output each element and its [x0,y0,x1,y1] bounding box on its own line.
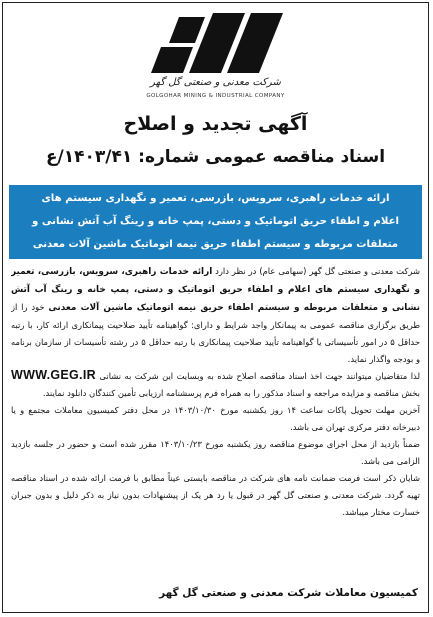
company-name-fa: شرکت معدنی و صنعتی گل گهر [150,77,281,88]
tender-subject-banner [9,185,422,259]
tender-number-title: اسناد مناقصه عمومی شماره: ۱۴۰۳/۴۱/ع [45,147,386,167]
notice-frame [2,2,429,613]
body-download-rest: بخش مناقصه و مزایده مراجعه و اسناد مذکور را به همراه فرم پرسشنامه ارزیابی تأمین کنندگان دانلود نمایند. [42,388,420,399]
body-paragraph-guarantee: شایان ذکر است فرمت ضمانت نامه های شرکت در مناقصه بایستی عیناً مطابق با فرمت ارائه شده در اسناد مناقصه تهیه گردد. شرکت معدنی و صنعتی گل گهر در قبول یا رد هر یک از پیشنهادات بدون نیاز به ذکر دلیل و بدون جبران خسارت مختار میباشد. [11,472,420,517]
body-paragraph-2 [11,367,420,402]
body-paragraph-deadline: آخرین مهلت تحویل پاکات ساعت ۱۴ روز یکشنبه مورخ ۱۴۰۳/۱۰/۳۰ در محل دفتر کمیسیون معاملات مجتمع و یا دبیرخانه دفتر مرکزی تهران می باشد. [11,405,420,433]
website-link[interactable]: WWW.GEG.IR [11,368,96,383]
body-requirements: خود را از طریق برگزاری مناقصه عمومی به پیمانکار واجد شرایط و دارای: گواهینامه تأیید صلاحیت پیمانکاری ارائه کار، با رتبه حداقل ۵ در امور تأسیساتی یا گواهینامه تأیید صلاحیت پیمانکاری با رتبه حداقل ۵ در رشته تأسیسات از سازمان برنامه و بودجه واگذار نماید. [11,301,420,364]
body-subject-bold: ارائه خدمات راهبری، سرویس، بازرسی، تعمیر و نگهداری سیستم های اعلام و اطفاء حریق اتوماتیک و دستی، پمپ خانه و رینگ آب آتش نشانی و متعلقات مربوطه و سیستم اطفاء حریق نیمه اتوماتیک ماشین آلات معدنی [11,267,420,313]
company-logo-icon [149,9,289,75]
body-paragraph-1 [11,263,420,367]
company-logo [3,7,428,111]
body-intro: شرکت معدنی و صنعتی گل گهر (سهامی عام) در نظر دارد [212,266,420,276]
notice-title: آگهی تجدید و اصلاح [123,113,308,135]
banner-line: ارائه خدمات راهبری، سرویس، بازرسی، تعمیر و نگهداری سیستم های [41,193,390,204]
body-download-text: لذا متقاضیان میتوانند جهت اخذ اسناد مناقصه اصلاح شده به وبسایت این شرکت به نشانی [95,371,420,382]
company-name-en: GOLGOHAR MINING & INDUSTRIAL COMPANY [146,93,285,99]
body-paragraph-site-visit: ضمناً بازدید از محل اجرای موضوع مناقصه روز یکشنبه مورخ ۱۴۰۳/۱۰/۲۳ مقرر شده است و حضور در جلسه بازدید الزامی می باشد. [11,439,420,466]
signature-footer: کمیسیون معاملات شرکت معدنی و صنعتی گل گهر [159,587,418,599]
banner-line: اعلام و اطفاء حریق اتوماتیک و دستی، پمپ خانه و رینگ آب آتش نشانی و [31,216,400,227]
banner-line: متعلقات مربوطه و سیستم اطفاء حریق نیمه اتوماتیک ماشین آلات معدنی [32,239,399,250]
notice-body [11,263,420,585]
